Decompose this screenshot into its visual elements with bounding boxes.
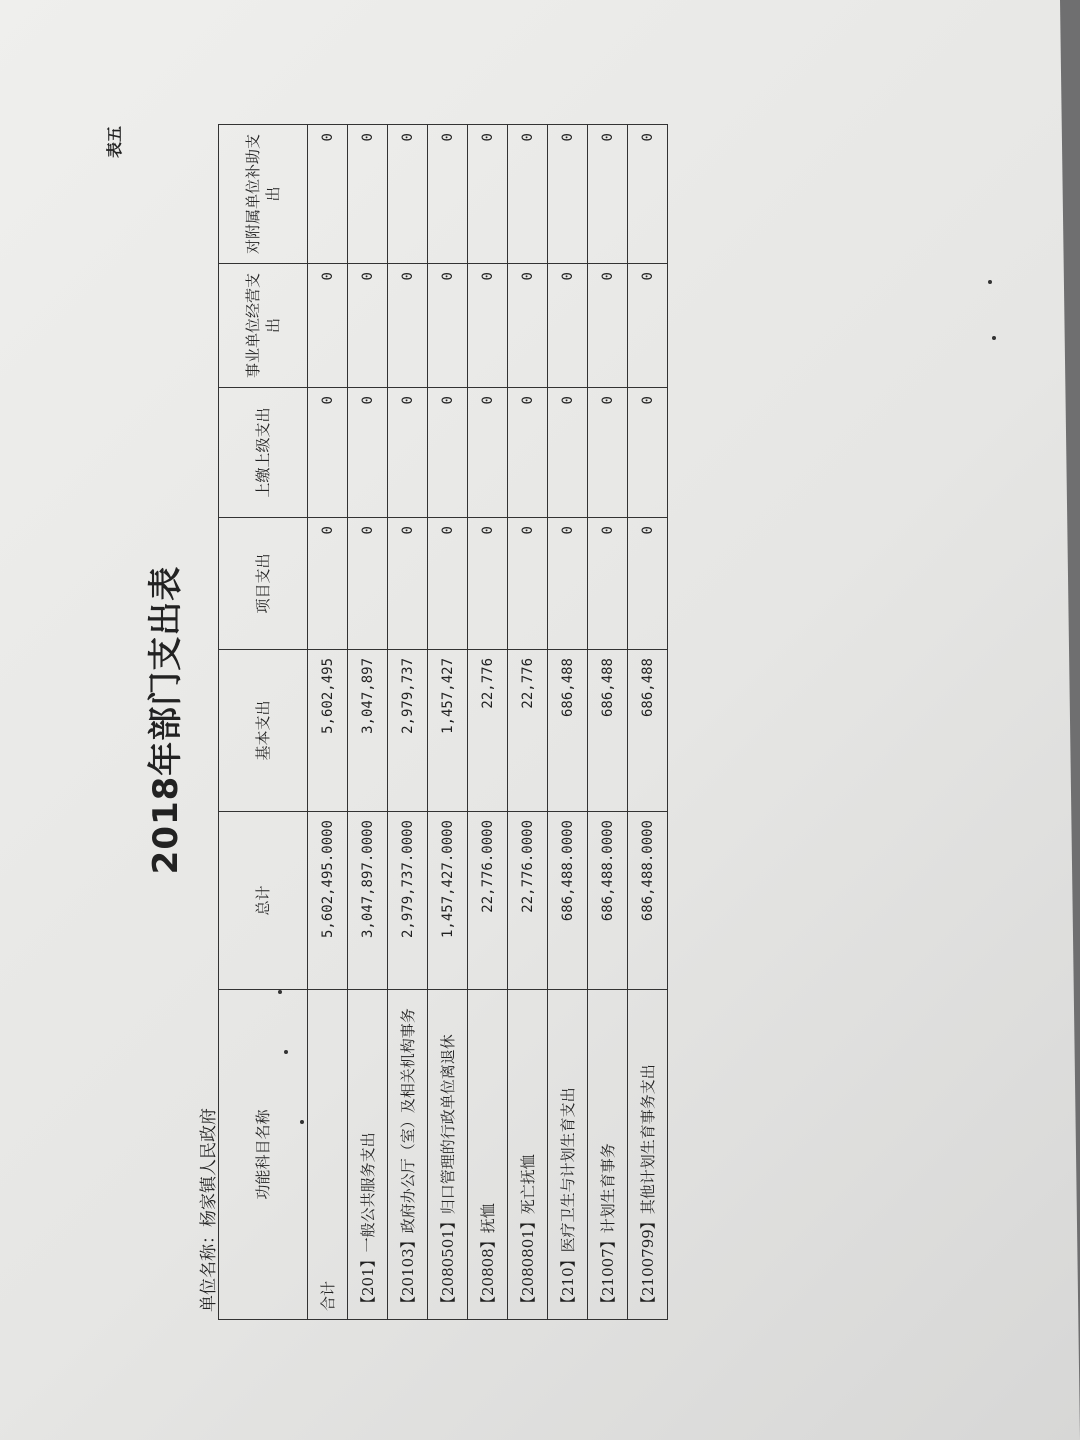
table-row [588, 125, 628, 1320]
table-row [548, 125, 588, 1320]
row-name: 【201】一般公共服务支出 [348, 990, 388, 1320]
row-basic: 686,488 [628, 650, 668, 812]
document-page [100, 100, 980, 1340]
table-row [388, 125, 428, 1320]
row-basic: 3,047,897 [348, 650, 388, 812]
row-subsidy: 0 [388, 125, 428, 264]
row-business: 0 [388, 264, 428, 388]
row-name: 【2100799】其他计划生育事务支出 [628, 990, 668, 1320]
row-name: 【210】医疗卫生与计划生育支出 [548, 990, 588, 1320]
header-cell: 项目支出 [219, 518, 308, 650]
row-project: 0 [548, 518, 588, 650]
row-subsidy: 0 [548, 125, 588, 264]
row-basic: 22,776 [468, 650, 508, 812]
row-total: 5,602,495.0000 [308, 812, 348, 990]
row-basic: 686,488 [548, 650, 588, 812]
row-subsidy: 0 [348, 125, 388, 264]
header-cell: 上缴上级支出 [219, 388, 308, 518]
row-project: 0 [428, 518, 468, 650]
row-project: 0 [508, 518, 548, 650]
row-total: 22,776.0000 [508, 812, 548, 990]
header-cell: 对附属单位补助支出 [219, 125, 308, 264]
table-row [468, 125, 508, 1320]
row-project: 0 [588, 518, 628, 650]
table-row [348, 125, 388, 1320]
row-basic: 1,457,427 [428, 650, 468, 812]
header-row [219, 125, 308, 1320]
row-subsidy: 0 [308, 125, 348, 264]
row-business: 0 [548, 264, 588, 388]
row-business: 0 [428, 264, 468, 388]
row-total: 3,047,897.0000 [348, 812, 388, 990]
row-total: 686,488.0000 [588, 812, 628, 990]
row-project: 0 [348, 518, 388, 650]
row-project: 0 [628, 518, 668, 650]
row-remit: 0 [548, 388, 588, 518]
row-name: 【2080801】死亡抚恤 [508, 990, 548, 1320]
row-business: 0 [588, 264, 628, 388]
row-remit: 0 [468, 388, 508, 518]
table-row [308, 125, 348, 1320]
row-project: 0 [388, 518, 428, 650]
row-remit: 0 [508, 388, 548, 518]
row-business: 0 [308, 264, 348, 388]
row-business: 0 [348, 264, 388, 388]
row-total: 2,979,737.0000 [388, 812, 428, 990]
row-remit: 0 [428, 388, 468, 518]
row-name: 【20103】政府办公厅（室）及相关机构事务 [388, 990, 428, 1320]
row-basic: 5,602,495 [308, 650, 348, 812]
row-subsidy: 0 [508, 125, 548, 264]
row-total: 686,488.0000 [548, 812, 588, 990]
row-name: 【20808】抚恤 [468, 990, 508, 1320]
row-subsidy: 0 [428, 125, 468, 264]
expenditure-table [218, 124, 668, 1320]
row-remit: 0 [388, 388, 428, 518]
row-name: 【2080501】归口管理的行政单位离退休 [428, 990, 468, 1320]
row-total: 686,488.0000 [628, 812, 668, 990]
row-subsidy: 0 [588, 125, 628, 264]
row-remit: 0 [628, 388, 668, 518]
paper-speck [992, 336, 996, 340]
row-total: 1,457,427.0000 [428, 812, 468, 990]
row-project: 0 [308, 518, 348, 650]
row-project: 0 [468, 518, 508, 650]
row-total: 22,776.0000 [468, 812, 508, 990]
paper-speck [988, 280, 992, 284]
header-cell: 功能科目名称 [219, 990, 308, 1320]
row-name: 合计 [308, 990, 348, 1320]
row-basic: 2,979,737 [388, 650, 428, 812]
table-tag: 表五 [105, 126, 124, 159]
table-row [508, 125, 548, 1320]
table-row [628, 125, 668, 1320]
row-business: 0 [468, 264, 508, 388]
row-subsidy: 0 [628, 125, 668, 264]
rotated-sheet [100, 100, 980, 1340]
row-basic: 686,488 [588, 650, 628, 812]
header-cell: 总计 [219, 812, 308, 990]
row-business: 0 [508, 264, 548, 388]
document-title: 2018年部门支出表 [146, 565, 186, 875]
row-business: 0 [628, 264, 668, 388]
unit-name: 单位名称：杨家镇人民政府 [199, 1108, 219, 1312]
row-name: 【21007】计划生育事务 [588, 990, 628, 1320]
row-remit: 0 [348, 388, 388, 518]
row-remit: 0 [588, 388, 628, 518]
header-cell: 基本支出 [219, 650, 308, 812]
row-subsidy: 0 [468, 125, 508, 264]
table-row [428, 125, 468, 1320]
row-remit: 0 [308, 388, 348, 518]
header-cell: 事业单位经营支出 [219, 264, 308, 388]
row-basic: 22,776 [508, 650, 548, 812]
